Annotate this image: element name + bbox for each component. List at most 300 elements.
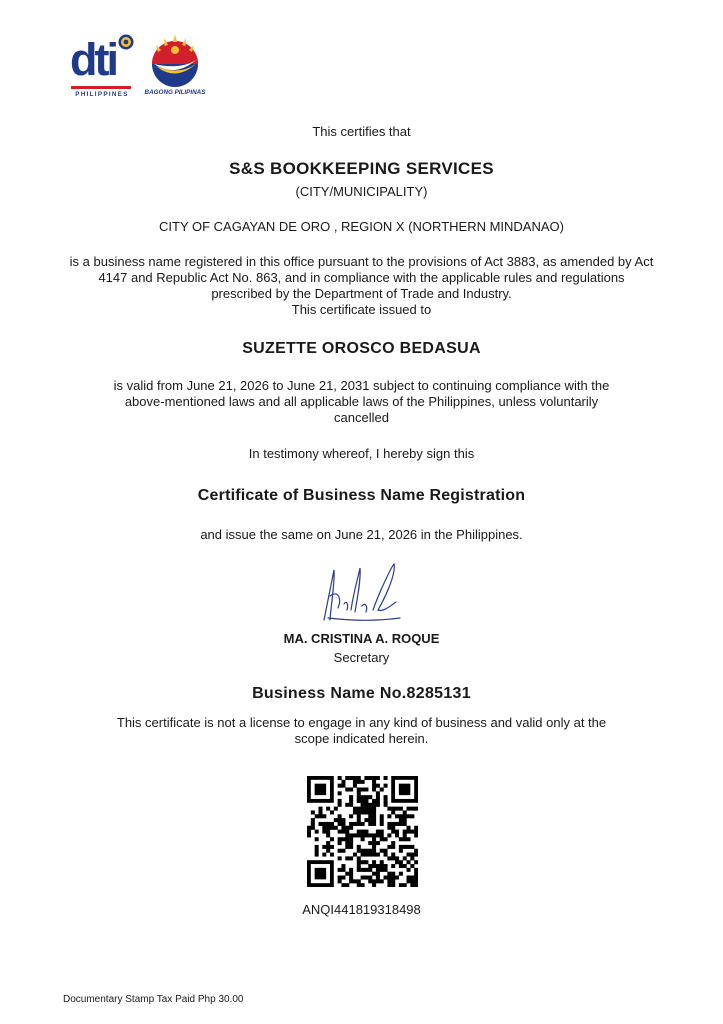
qr-module: [349, 822, 353, 826]
qr-module: [372, 879, 376, 883]
qr-module: [326, 841, 330, 845]
validity-paragraph: [0, 378, 723, 426]
qr-module: [395, 856, 399, 860]
qr-module: [372, 780, 376, 784]
qr-module: [391, 856, 395, 860]
qr-module: [338, 784, 342, 788]
qr-module: [376, 795, 380, 799]
qr-module: [322, 822, 326, 826]
qr-module: [380, 818, 384, 822]
qr-module: [338, 830, 342, 834]
qr-module: [349, 799, 353, 803]
qr-module: [395, 860, 399, 864]
qr-module: [395, 876, 399, 880]
qr-module: [349, 868, 353, 872]
qr-module: [345, 830, 349, 834]
qr-module: [364, 818, 368, 822]
qr-module: [368, 822, 372, 826]
qr-module: [338, 818, 342, 822]
qr-module: [368, 841, 372, 845]
qr-module: [376, 872, 380, 876]
qr-code-icon: [307, 776, 418, 887]
qr-module: [361, 849, 365, 853]
qr-module: [364, 876, 368, 880]
qr-module: [391, 883, 395, 887]
qr-module: [414, 849, 418, 853]
qr-module: [345, 833, 349, 837]
qr-module: [361, 795, 365, 799]
intro-text: This certifies that: [312, 124, 411, 139]
qr-module: [380, 860, 384, 864]
qr-module: [322, 814, 326, 818]
qr-module: [322, 853, 326, 857]
qr-module: [372, 860, 376, 864]
qr-module: [407, 826, 411, 830]
qr-module: [403, 845, 407, 849]
qr-module: [368, 879, 372, 883]
qr-module: [357, 856, 361, 860]
bagong-pilipinas-emblem-icon: [140, 30, 210, 88]
qr-module: [399, 860, 403, 864]
qr-module: [361, 807, 365, 811]
qr-module: [349, 787, 353, 791]
qr-module: [384, 799, 388, 803]
qr-module: [395, 807, 399, 811]
qr-module: [311, 810, 315, 814]
qr-module: [349, 876, 353, 880]
qr-module: [330, 853, 334, 857]
qr-module: [357, 830, 361, 834]
qr-module: [364, 799, 368, 803]
qr-module: [326, 849, 330, 853]
qr-module: [349, 833, 353, 837]
qr-module: [414, 807, 418, 811]
qr-module: [403, 818, 407, 822]
qr-module: [368, 876, 372, 880]
qr-module: [384, 849, 388, 853]
qr-module: [384, 776, 388, 780]
qr-module: [361, 868, 365, 872]
qr-module: [338, 841, 342, 845]
qr-module: [372, 853, 376, 857]
qr-module: [407, 876, 411, 880]
qr-module: [349, 845, 353, 849]
qr-module: [345, 872, 349, 876]
business-location: CITY OF CAGAYAN DE ORO , REGION X (NORTHERN MINDANAO): [159, 219, 564, 234]
qr-module: [395, 830, 399, 834]
qr-module: [368, 864, 372, 868]
paragraph-line: 4147 and Republic Act No. 863, and in compliance with the applicable rules and regulations: [98, 270, 625, 285]
qr-module: [384, 795, 388, 799]
registration-paragraph: [0, 254, 723, 318]
qr-module: [318, 814, 322, 818]
paragraph-line: is valid from June 21, 2026 to June 21, 2031 subject to continuing compliance with the: [113, 378, 610, 393]
qr-module: [376, 833, 380, 837]
qr-module: [353, 833, 357, 837]
qr-module: [338, 799, 342, 803]
business-scope: (CITY/MUNICIPALITY): [295, 184, 428, 199]
qr-module: [376, 803, 380, 807]
qr-module: [372, 807, 376, 811]
qr-module: [307, 833, 311, 837]
qr-module: [372, 864, 376, 868]
stamp-tax-note: Documentary Stamp Tax Paid Php 30.00: [63, 994, 244, 1005]
dti-logo: [70, 34, 134, 100]
qr-module: [372, 784, 376, 788]
qr-module: [357, 799, 361, 803]
qr-module: [372, 818, 376, 822]
qr-module: [368, 803, 372, 807]
qr-module: [387, 872, 391, 876]
qr-module: [368, 818, 372, 822]
qr-module: [330, 826, 334, 830]
qr-module: [334, 807, 338, 811]
qr-module: [391, 879, 395, 883]
qr-module: [364, 853, 368, 857]
qr-module: [368, 810, 372, 814]
qr-module: [345, 845, 349, 849]
qr-module: [338, 879, 342, 883]
qr-module: [326, 826, 330, 830]
qr-module: [341, 837, 345, 841]
qr-module: [361, 810, 365, 814]
qr-module: [338, 876, 342, 880]
qr-module: [372, 776, 376, 780]
qr-module: [407, 807, 411, 811]
qr-module: [376, 784, 380, 788]
signature-image: [318, 560, 403, 628]
dti-logo-word: dti: [70, 34, 116, 85]
qr-module: [395, 822, 399, 826]
qr-module: [364, 849, 368, 853]
qr-module: [326, 807, 330, 811]
qr-module: [391, 845, 395, 849]
qr-module: [349, 826, 353, 830]
qr-module: [338, 814, 342, 818]
qr-module: [315, 814, 319, 818]
qr-module: [387, 807, 391, 811]
qr-module: [357, 868, 361, 872]
qr-module: [345, 803, 349, 807]
qr-module: [368, 833, 372, 837]
qr-module: [414, 826, 418, 830]
qr-module: [407, 845, 411, 849]
qr-module: [364, 787, 368, 791]
qr-module: [334, 826, 338, 830]
qr-module: [349, 776, 353, 780]
qr-module: [414, 868, 418, 872]
qr-module: [341, 780, 345, 784]
qr-module: [364, 860, 368, 864]
qr-module: [414, 830, 418, 834]
qr-module: [341, 826, 345, 830]
certificate-title: Certificate of Business Name Registration: [197, 487, 526, 504]
qr-module: [403, 864, 407, 868]
qr-module: [414, 872, 418, 876]
qr-module: [345, 883, 349, 887]
dti-logo-subtitle: PHILIPPINES: [75, 91, 129, 98]
qr-module: [368, 853, 372, 857]
qr-module: [410, 883, 414, 887]
qr-module: [391, 810, 395, 814]
qr-module: [345, 776, 349, 780]
qr-module: [357, 807, 361, 811]
qr-module: [345, 841, 349, 845]
qr-module: [380, 868, 384, 872]
qr-module: [407, 837, 411, 841]
qr-module: [311, 826, 315, 830]
qr-module: [338, 856, 342, 860]
qr-module: [357, 849, 361, 853]
qr-module: [307, 826, 311, 830]
qr-module: [368, 807, 372, 811]
qr-module: [341, 883, 345, 887]
qr-module: [372, 841, 376, 845]
qr-module: [357, 833, 361, 837]
qr-module: [322, 845, 326, 849]
signatory-name: MA. CRISTINA A. ROQUE: [283, 631, 440, 646]
qr-module: [357, 780, 361, 784]
qr-module: [387, 876, 391, 880]
qr-module: [376, 841, 380, 845]
qr-module: [349, 856, 353, 860]
qr-module: [414, 833, 418, 837]
qr-module: [368, 795, 372, 799]
qr-module: [361, 780, 365, 784]
qr-module: [361, 837, 365, 841]
qr-module: [326, 833, 330, 837]
qr-module: [399, 814, 403, 818]
qr-module: [380, 864, 384, 868]
qr-module: [391, 853, 395, 857]
qr-module: [357, 879, 361, 883]
qr-module: [322, 826, 326, 830]
qr-module: [380, 833, 384, 837]
qr-module: [387, 845, 391, 849]
qr-module: [384, 803, 388, 807]
dti-badge-icon: [118, 34, 134, 50]
qr-module: [353, 784, 357, 788]
qr-module: [338, 868, 342, 872]
qr-module: [403, 856, 407, 860]
qr-module: [368, 849, 372, 853]
qr-module: [364, 803, 368, 807]
bagong-pilipinas-subtitle: BAGONG PILIPINAS: [144, 89, 206, 96]
qr-module: [315, 868, 326, 879]
qr-module: [315, 830, 319, 834]
qr-module: [368, 868, 372, 872]
qr-module: [376, 791, 380, 795]
testimony-text: In testimony whereof, I hereby sign this: [248, 446, 475, 461]
qr-module: [376, 879, 380, 883]
qr-module: [345, 837, 349, 841]
qr-module: [364, 795, 368, 799]
qr-module: [387, 822, 391, 826]
qr-module: [315, 849, 319, 853]
qr-module: [341, 822, 345, 826]
signatory-title: Secretary: [333, 650, 390, 665]
qr-module: [338, 837, 342, 841]
qr-module: [364, 833, 368, 837]
qr-module: [338, 776, 342, 780]
qr-module: [399, 849, 403, 853]
qr-module: [361, 803, 365, 807]
qr-module: [384, 853, 388, 857]
qr-module: [349, 837, 353, 841]
qr-module: [372, 872, 376, 876]
qr-module: [410, 830, 414, 834]
qr-module: [410, 856, 414, 860]
qr-module: [391, 822, 395, 826]
qr-module: [353, 780, 357, 784]
qr-module: [403, 814, 407, 818]
qr-module: [368, 776, 372, 780]
qr-module: [322, 830, 326, 834]
qr-module: [349, 872, 353, 876]
qr-module: [407, 814, 411, 818]
qr-module: [391, 872, 395, 876]
qr-module: [414, 876, 418, 880]
qr-module: [372, 845, 376, 849]
qr-module: [353, 776, 357, 780]
qr-module: [361, 799, 365, 803]
qr-module: [361, 830, 365, 834]
qr-module: [357, 810, 361, 814]
paragraph-line: above-mentioned laws and all applicable laws of the Philippines, unless voluntarily: [124, 394, 599, 409]
qr-module: [364, 868, 368, 872]
qr-module: [364, 810, 368, 814]
qr-module: [380, 830, 384, 834]
qr-module: [399, 818, 403, 822]
qr-module: [376, 799, 380, 803]
qr-module: [387, 833, 391, 837]
qr-module: [399, 837, 403, 841]
qr-module: [372, 883, 376, 887]
qr-module: [380, 879, 384, 883]
qr-module: [376, 776, 380, 780]
qr-module: [376, 876, 380, 880]
qr-module: [399, 872, 403, 876]
qr-module: [391, 864, 395, 868]
qr-module: [387, 826, 391, 830]
qr-module: [307, 830, 311, 834]
qr-module: [387, 856, 391, 860]
qr-module: [361, 853, 365, 857]
qr-module: [357, 776, 361, 780]
issue-text: and issue the same on June 21, 2026 in the Philippines.: [200, 527, 523, 542]
qr-module: [387, 883, 391, 887]
qr-module: [330, 822, 334, 826]
qr-module: [391, 826, 395, 830]
qr-module: [410, 876, 414, 880]
qr-module: [341, 830, 345, 834]
qr-module: [403, 810, 407, 814]
dti-logo-bar: [71, 86, 131, 89]
qr-module: [410, 879, 414, 883]
qr-module: [341, 849, 345, 853]
qr-module: [353, 807, 357, 811]
qr-module: [380, 822, 384, 826]
qr-module: [330, 837, 334, 841]
qr-module: [384, 864, 388, 868]
qr-module: [403, 822, 407, 826]
qr-module: [353, 810, 357, 814]
qr-module: [341, 818, 345, 822]
qr-module: [364, 807, 368, 811]
qr-module: [399, 883, 403, 887]
qr-module: [384, 876, 388, 880]
qr-module: [376, 853, 380, 857]
qr-module: [338, 803, 342, 807]
qr-module: [380, 814, 384, 818]
qr-module: [311, 822, 315, 826]
qr-module: [326, 822, 330, 826]
qr-module: [326, 830, 330, 834]
qr-module: [391, 841, 395, 845]
qr-module: [361, 883, 365, 887]
qr-module: [364, 776, 368, 780]
qr-module: [315, 784, 326, 795]
qr-module: [361, 833, 365, 837]
qr-module: [361, 876, 365, 880]
qr-module: [372, 799, 376, 803]
issued-to-text: This certificate issued to: [291, 302, 432, 317]
qr-module: [338, 849, 342, 853]
qr-module: [311, 818, 315, 822]
qr-module: [391, 807, 395, 811]
qr-module: [345, 787, 349, 791]
qr-module: [376, 868, 380, 872]
qr-module: [380, 849, 384, 853]
bagong-pilipinas-logo: [140, 30, 210, 100]
qr-module: [315, 837, 319, 841]
qr-module: [384, 868, 388, 872]
qr-module: [330, 810, 334, 814]
qr-module: [353, 879, 357, 883]
qr-module: [341, 864, 345, 868]
qr-module: [357, 795, 361, 799]
qr-module: [410, 845, 414, 849]
paragraph-line: This certificate is not a license to engage in any kind of business and valid only at the: [116, 715, 607, 730]
qr-module: [349, 795, 353, 799]
qr-module: [368, 814, 372, 818]
qr-module: [345, 826, 349, 830]
qr-module: [414, 879, 418, 883]
qr-module: [361, 822, 365, 826]
qr-module: [357, 883, 361, 887]
qr-module: [345, 856, 349, 860]
qr-module: [384, 784, 388, 788]
qr-module: [349, 803, 353, 807]
paragraph-line: scope indicated herein.: [294, 731, 429, 746]
qr-module: [357, 845, 361, 849]
qr-module: [380, 787, 384, 791]
qr-module: [372, 814, 376, 818]
business-name: S&S BOOKKEEPING SERVICES: [229, 159, 494, 178]
qr-module: [410, 807, 414, 811]
qr-module: [372, 822, 376, 826]
qr-module: [407, 868, 411, 872]
qr-module: [376, 830, 380, 834]
business-name-number: Business Name No.8285131: [252, 685, 471, 702]
qr-module: [349, 814, 353, 818]
qr-module: [357, 822, 361, 826]
qr-module: [403, 883, 407, 887]
qr-module: [315, 845, 319, 849]
paragraph-line: cancelled: [334, 410, 389, 425]
qr-module: [403, 833, 407, 837]
qr-module: [315, 853, 319, 857]
